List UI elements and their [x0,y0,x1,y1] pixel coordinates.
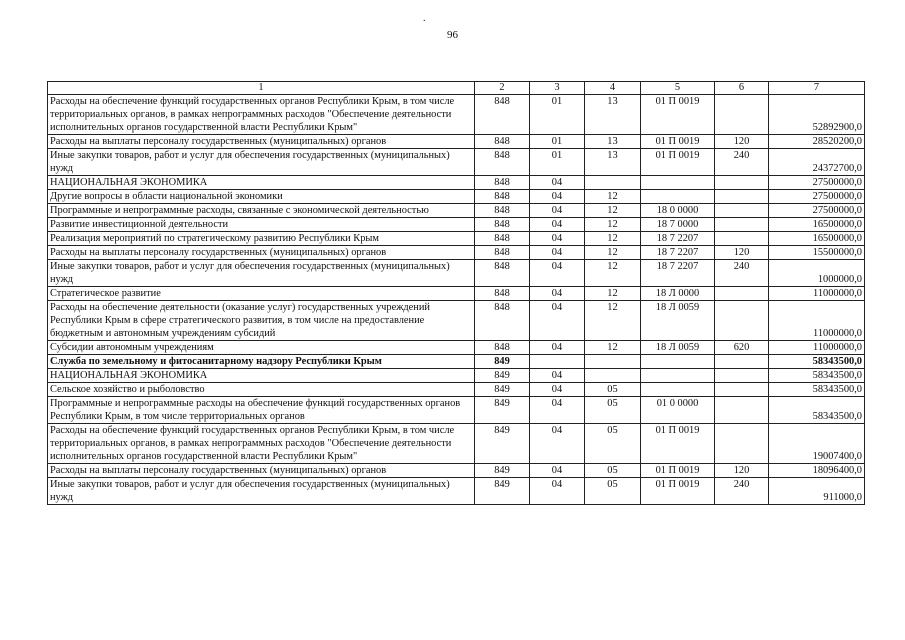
expense-name-cell: НАЦИОНАЛЬНАЯ ЭКОНОМИКА [48,176,475,190]
expense-type-cell: 240 [715,260,769,287]
section-code-cell: 04 [530,260,585,287]
table-row [48,190,865,204]
department-code-cell: 848 [475,149,530,176]
table-row [48,260,865,287]
column-header: 4 [585,82,641,95]
amount-cell: 15500000,0 [769,246,865,260]
target-article-cell: 18 7 2207 [641,232,715,246]
department-code-cell: 848 [475,301,530,341]
expense-type-cell [715,232,769,246]
section-code-cell: 04 [530,383,585,397]
target-article-cell: 18 7 2207 [641,246,715,260]
subsection-code-cell: 12 [585,190,641,204]
expense-type-cell [715,204,769,218]
subsection-code-cell [585,369,641,383]
expense-name-cell: Развитие инвестиционной деятельности [48,218,475,232]
table-row [48,301,865,341]
department-code-cell: 848 [475,176,530,190]
subsection-code-cell: 05 [585,464,641,478]
table-row [48,218,865,232]
subsection-code-cell: 12 [585,260,641,287]
subsection-code-cell: 05 [585,397,641,424]
target-article-cell: 01 П 0019 [641,135,715,149]
subsection-code-cell: 12 [585,341,641,355]
table-row [48,369,865,383]
subsection-code-cell: 12 [585,218,641,232]
subsection-code-cell [585,355,641,369]
column-header: 1 [48,82,475,95]
amount-cell: 58343500,0 [769,369,865,383]
expense-type-cell [715,383,769,397]
expense-name-cell: Субсидии автономным учреждениям [48,341,475,355]
amount-cell: 11000000,0 [769,341,865,355]
subsection-code-cell: 05 [585,383,641,397]
amount-cell: 1000000,0 [769,260,865,287]
target-article-cell [641,369,715,383]
target-article-cell: 01 П 0019 [641,424,715,464]
section-code-cell: 01 [530,135,585,149]
target-article-cell: 01 П 0019 [641,95,715,135]
budget-table [47,81,865,505]
expense-name-cell: Сельское хозяйство и рыболовство [48,383,475,397]
expense-name-cell: Другие вопросы в области национальной экономики [48,190,475,204]
subsection-code-cell: 12 [585,287,641,301]
target-article-cell [641,355,715,369]
department-code-cell: 849 [475,397,530,424]
scan-dot: . [423,13,426,24]
amount-cell: 58343500,0 [769,383,865,397]
section-code-cell: 04 [530,301,585,341]
department-code-cell: 848 [475,341,530,355]
target-article-cell [641,190,715,204]
subsection-code-cell: 13 [585,149,641,176]
expense-name-cell: Стратегическое развитие [48,287,475,301]
subsection-code-cell: 12 [585,232,641,246]
expense-type-cell [715,301,769,341]
expense-name-cell: Иные закупки товаров, работ и услуг для обеспечения государственных (муниципальных) нужд [48,478,475,505]
expense-type-cell: 620 [715,341,769,355]
expense-type-cell: 240 [715,149,769,176]
amount-cell: 18096400,0 [769,464,865,478]
expense-name-cell: Расходы на выплаты персоналу государственных (муниципальных) органов [48,464,475,478]
expense-name-cell: Иные закупки товаров, работ и услуг для обеспечения государственных (муниципальных) нужд [48,149,475,176]
amount-cell: 27500000,0 [769,190,865,204]
subsection-code-cell: 05 [585,478,641,505]
subsection-code-cell: 12 [585,204,641,218]
column-header: 6 [715,82,769,95]
target-article-cell: 01 П 0019 [641,478,715,505]
amount-cell: 11000000,0 [769,287,865,301]
table-row [48,149,865,176]
expense-type-cell [715,95,769,135]
department-code-cell: 848 [475,246,530,260]
section-code-cell: 04 [530,397,585,424]
section-code-cell: 04 [530,478,585,505]
department-code-cell: 849 [475,369,530,383]
expense-name-cell: НАЦИОНАЛЬНАЯ ЭКОНОМИКА [48,369,475,383]
department-code-cell: 848 [475,95,530,135]
expense-type-cell [715,397,769,424]
expense-name-cell: Расходы на обеспечение функций государственных органов Республики Крым, в том числе территориальных органов, в рамках непрограммных расходов "Обеспечение деятельности исполнительных органов государственной власти Республики Крым" [48,95,475,135]
amount-cell: 911000,0 [769,478,865,505]
department-code-cell: 848 [475,260,530,287]
expense-name-cell: Расходы на выплаты персоналу государственных (муниципальных) органов [48,135,475,149]
section-code-cell: 01 [530,95,585,135]
department-code-cell: 849 [475,383,530,397]
section-code-cell: 04 [530,190,585,204]
subsection-code-cell [585,176,641,190]
column-header: 7 [769,82,865,95]
target-article-cell: 18 Л 0059 [641,301,715,341]
section-code-cell: 04 [530,204,585,218]
section-code-cell: 04 [530,218,585,232]
page-number: 96 [447,29,458,41]
amount-cell: 27500000,0 [769,204,865,218]
column-header: 5 [641,82,715,95]
expense-type-cell [715,176,769,190]
subsection-code-cell: 12 [585,301,641,341]
table-row [48,464,865,478]
target-article-cell [641,176,715,190]
subsection-code-cell: 05 [585,424,641,464]
target-article-cell: 01 П 0019 [641,464,715,478]
expense-type-cell [715,218,769,232]
section-code-cell: 04 [530,341,585,355]
expense-type-cell [715,355,769,369]
table-row [48,383,865,397]
target-article-cell [641,383,715,397]
table-row [48,246,865,260]
target-article-cell: 18 Л 0000 [641,287,715,301]
department-code-cell: 849 [475,424,530,464]
section-code-cell: 04 [530,424,585,464]
section-code-cell: 04 [530,246,585,260]
department-code-cell: 848 [475,204,530,218]
amount-cell: 16500000,0 [769,218,865,232]
expense-type-cell: 120 [715,135,769,149]
expense-type-cell [715,424,769,464]
table-row [48,355,865,369]
subsection-code-cell: 12 [585,246,641,260]
amount-cell: 24372700,0 [769,149,865,176]
expense-name-cell: Расходы на обеспечение деятельности (оказание услуг) государственных учреждений Республики Крым в сфере стратегического развития, в том числе на предоставление бюджетным и автономным учреждениям субсидий [48,301,475,341]
expense-name-cell: Программные и непрограммные расходы, связанные с экономической деятельностью [48,204,475,218]
expense-type-cell: 120 [715,464,769,478]
expense-name-cell: Расходы на выплаты персоналу государственных (муниципальных) органов [48,246,475,260]
subsection-code-cell: 13 [585,135,641,149]
table-row [48,204,865,218]
department-code-cell: 849 [475,464,530,478]
table-row [48,341,865,355]
target-article-cell: 18 0 0000 [641,204,715,218]
expense-type-cell: 240 [715,478,769,505]
department-code-cell: 848 [475,287,530,301]
target-article-cell: 18 7 2207 [641,260,715,287]
expense-name-cell: Программные и непрограммные расходы на обеспечение функций государственных органов Республики Крым, в том числе территориальных органов [48,397,475,424]
expense-name-cell: Иные закупки товаров, работ и услуг для обеспечения государственных (муниципальных) нужд [48,260,475,287]
table-row [48,95,865,135]
department-code-cell: 848 [475,190,530,204]
table-row [48,478,865,505]
table-row [48,176,865,190]
section-code-cell: 04 [530,369,585,383]
department-code-cell: 848 [475,135,530,149]
table-row [48,287,865,301]
table-row [48,135,865,149]
department-code-cell: 849 [475,355,530,369]
department-code-cell: 848 [475,218,530,232]
section-code-cell: 04 [530,176,585,190]
table-row [48,424,865,464]
amount-cell: 58343500,0 [769,397,865,424]
expense-type-cell [715,369,769,383]
expense-name-cell: Расходы на обеспечение функций государственных органов Республики Крым, в том числе территориальных органов, в рамках непрограммных расходов "Обеспечение деятельности исполнительных органов государственной власти Республики Крым" [48,424,475,464]
amount-cell: 52892900,0 [769,95,865,135]
department-code-cell: 849 [475,478,530,505]
amount-cell: 27500000,0 [769,176,865,190]
target-article-cell: 18 7 0000 [641,218,715,232]
amount-cell: 11000000,0 [769,301,865,341]
table-row [48,232,865,246]
section-code-cell [530,355,585,369]
table-header-row [48,82,865,95]
subsection-code-cell: 13 [585,95,641,135]
target-article-cell: 18 Л 0059 [641,341,715,355]
expense-name-cell: Реализация мероприятий по стратегическому развитию Республики Крым [48,232,475,246]
expense-type-cell: 120 [715,246,769,260]
column-header: 3 [530,82,585,95]
amount-cell: 16500000,0 [769,232,865,246]
department-code-cell: 848 [475,232,530,246]
section-code-cell: 04 [530,232,585,246]
amount-cell: 28520200,0 [769,135,865,149]
amount-cell: 19007400,0 [769,424,865,464]
expense-name-cell: Служба по земельному и фитосанитарному надзору Республики Крым [48,355,475,369]
section-code-cell: 01 [530,149,585,176]
expense-type-cell [715,287,769,301]
expense-type-cell [715,190,769,204]
table-row [48,397,865,424]
section-code-cell: 04 [530,287,585,301]
target-article-cell: 01 0 0000 [641,397,715,424]
column-header: 2 [475,82,530,95]
amount-cell: 58343500,0 [769,355,865,369]
section-code-cell: 04 [530,464,585,478]
target-article-cell: 01 П 0019 [641,149,715,176]
